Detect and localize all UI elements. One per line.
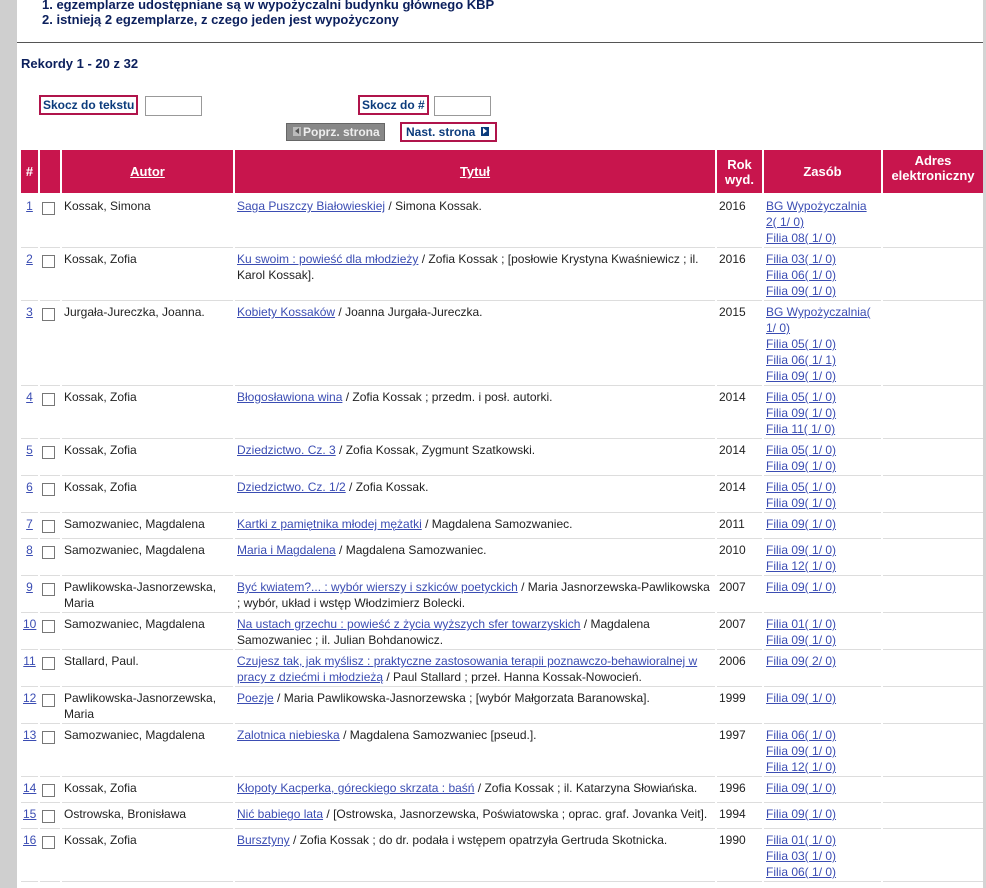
title-cell <box>235 687 715 724</box>
select-checkbox[interactable] <box>42 483 55 496</box>
col-num: # <box>21 150 38 195</box>
holding-link[interactable]: Filia 09( 1/ 0) <box>766 633 837 647</box>
address-cell <box>883 301 983 386</box>
select-cell <box>40 650 60 687</box>
record-number-link[interactable]: 7 <box>26 517 33 531</box>
title-statement: / Magdalena Samozwaniec. <box>421 517 573 531</box>
holdings-cell <box>764 439 881 476</box>
title-link[interactable]: Maria i Magdalena <box>237 543 336 557</box>
record-number-cell <box>21 613 38 650</box>
holding-link[interactable]: BG Wypożyczalnia( 1/ 0) <box>766 305 871 335</box>
jump-to-text-button[interactable]: Skocz do tekstu <box>39 95 138 115</box>
holdings-cell <box>764 650 881 687</box>
table-row <box>21 829 983 882</box>
holding-link[interactable]: Filia 09( 1/ 0) <box>766 406 837 420</box>
holding-link[interactable]: Filia 09( 1/ 0) <box>766 807 837 821</box>
author-cell: Jurgała-Jureczka, Joanna. <box>62 301 233 386</box>
title-statement: / Zofia Kossak. <box>345 480 429 494</box>
author-cell: Samozwaniec, Magdalena <box>62 724 233 777</box>
holding-link[interactable]: Filia 09( 1/ 0) <box>766 369 837 383</box>
col-holdings: Zasób <box>764 150 881 195</box>
table-row <box>21 301 983 386</box>
address-cell <box>883 576 983 613</box>
year-cell: 2010 <box>717 539 762 576</box>
note-line: 2. istnieją 2 egzemplarze, z czego jeden jest wypożyczony <box>42 12 399 27</box>
year-cell: 2016 <box>717 195 762 248</box>
record-number-cell <box>21 439 38 476</box>
address-cell <box>883 777 983 803</box>
address-cell <box>883 476 983 513</box>
table-row <box>21 650 983 687</box>
address-cell <box>883 513 983 539</box>
holdings-cell <box>764 724 881 777</box>
address-cell <box>883 248 983 301</box>
holdings-notes <box>42 0 494 27</box>
record-number-cell <box>21 476 38 513</box>
address-cell <box>883 439 983 476</box>
select-cell <box>40 439 60 476</box>
title-link[interactable]: Kłopoty Kacperka, góreckiego skrzata : baśń <box>237 781 475 795</box>
holdings-cell <box>764 248 881 301</box>
sort-by-author-link[interactable]: Autor <box>130 164 165 179</box>
year-cell: 1997 <box>717 724 762 777</box>
title-cell <box>235 724 715 777</box>
year-cell: 2014 <box>717 386 762 439</box>
holdings-cell <box>764 386 881 439</box>
holding-link[interactable]: Filia 09( 1/ 0) <box>766 543 837 557</box>
address-cell <box>883 803 983 829</box>
title-link[interactable]: Ku swoim : powieść dla młodzieży <box>237 252 419 266</box>
select-checkbox[interactable] <box>42 810 55 823</box>
holding-link[interactable]: Filia 03( 1/ 0) <box>766 849 837 863</box>
jump-to-number-input[interactable] <box>434 96 491 116</box>
select-checkbox[interactable] <box>42 731 55 744</box>
select-cell <box>40 301 60 386</box>
record-number-cell <box>21 386 38 439</box>
record-number-link[interactable]: 3 <box>26 305 33 319</box>
address-cell <box>883 539 983 576</box>
record-number-cell <box>21 829 38 882</box>
author-cell: Pawlikowska-Jasnorzewska, Maria <box>62 687 233 724</box>
holdings-cell <box>764 777 881 803</box>
arrow-right-icon <box>481 127 489 136</box>
title-statement: / Zofia Kossak ; przedm. i posł. autorki. <box>342 390 553 404</box>
title-cell <box>235 476 715 513</box>
holding-link[interactable]: Filia 09( 1/ 0) <box>766 744 837 758</box>
title-statement: / Zofia Kossak ; do dr. podała i wstępem opatrzyła Gertruda Skotnicka. <box>289 833 668 847</box>
table-row <box>21 513 983 539</box>
select-checkbox[interactable] <box>42 202 55 215</box>
select-cell <box>40 687 60 724</box>
address-cell <box>883 386 983 439</box>
title-cell <box>235 650 715 687</box>
record-number-link[interactable]: 6 <box>26 480 33 494</box>
author-cell: Kossak, Zofia <box>62 439 233 476</box>
records-count: Rekordy 1 - 20 z 32 <box>21 56 139 71</box>
title-cell <box>235 613 715 650</box>
holding-link[interactable]: Filia 06( 1/ 0) <box>766 268 837 282</box>
holding-link[interactable]: Filia 05( 1/ 0) <box>766 443 837 457</box>
holding-link[interactable]: Filia 06( 1/ 0) <box>766 728 837 742</box>
select-checkbox[interactable] <box>42 583 55 596</box>
prev-page-button[interactable]: Poprz. strona <box>286 123 385 141</box>
address-cell <box>883 829 983 882</box>
record-number-link[interactable]: 1 <box>26 199 33 213</box>
title-cell <box>235 803 715 829</box>
year-cell: 2015 <box>717 301 762 386</box>
results-table <box>19 150 985 882</box>
select-cell <box>40 195 60 248</box>
table-row <box>21 576 983 613</box>
title-link[interactable]: Czujesz tak, jak myślisz : praktyczne zastosowania terapii poznawczo-behawioralnej w pracy z dziećmi i młodzieżą <box>237 654 698 684</box>
arrow-left-icon <box>293 127 301 136</box>
record-number-cell <box>21 195 38 248</box>
holding-link[interactable]: Filia 11( 1/ 0) <box>766 422 836 436</box>
title-link[interactable]: Na ustach grzechu : powieść z życia wyższych sfer towarzyskich <box>237 617 581 631</box>
col-author[interactable] <box>62 150 233 195</box>
address-cell <box>883 724 983 777</box>
jump-to-text-input[interactable] <box>145 96 202 116</box>
table-row <box>21 476 983 513</box>
holdings-cell <box>764 576 881 613</box>
title-link[interactable]: Kobiety Kossaków <box>237 305 336 319</box>
holdings-cell <box>764 539 881 576</box>
year-cell: 2007 <box>717 576 762 613</box>
author-cell: Ostrowska, Bronisława <box>62 803 233 829</box>
holding-link[interactable]: Filia 09( 1/ 0) <box>766 781 837 795</box>
note-line: 1. egzemplarze udostępniane są w wypożyczalni budynku głównego KBP <box>42 0 495 12</box>
holding-link[interactable]: Filia 12( 1/ 0) <box>766 760 837 774</box>
holding-link[interactable]: Filia 09( 2/ 0) <box>766 654 837 668</box>
title-cell <box>235 777 715 803</box>
record-number-link[interactable]: 10 <box>23 617 37 631</box>
title-cell <box>235 386 715 439</box>
holdings-cell <box>764 803 881 829</box>
holding-link[interactable]: Filia 08( 1/ 0) <box>766 231 837 245</box>
select-cell <box>40 513 60 539</box>
col-checkbox <box>40 150 60 195</box>
author-cell: Kossak, Zofia <box>62 829 233 882</box>
title-link[interactable]: Zalotnica niebieska <box>237 728 340 742</box>
select-checkbox[interactable] <box>42 694 55 707</box>
record-number-cell <box>21 803 38 829</box>
title-cell <box>235 513 715 539</box>
select-cell <box>40 803 60 829</box>
record-number-link[interactable]: 5 <box>26 443 33 457</box>
title-statement: / Magdalena Samozwaniec [pseud.]. <box>339 728 537 742</box>
title-statement: / Joanna Jurgała-Jureczka. <box>335 305 483 319</box>
title-cell <box>235 248 715 301</box>
title-statement: / Maria Jasnorzewska-Pawlikowska ; wybór, układ i wstęp Włodzimierz Bolecki. <box>237 580 710 610</box>
record-number-link[interactable]: 4 <box>26 390 33 404</box>
col-year: Rok wyd. <box>717 150 762 195</box>
select-checkbox[interactable] <box>42 308 55 321</box>
record-number-link[interactable]: 14 <box>23 781 37 795</box>
select-checkbox[interactable] <box>42 784 55 797</box>
record-number-cell <box>21 248 38 301</box>
holdings-cell <box>764 829 881 882</box>
record-number-cell <box>21 777 38 803</box>
holding-link[interactable]: Filia 09( 1/ 0) <box>766 459 837 473</box>
title-statement: / Zofia Kossak ; [posłowie Krystyna Kwaśniewicz ; il. Karol Kossak]. <box>237 252 699 282</box>
table-row <box>21 539 983 576</box>
jump-to-number-button[interactable]: Skocz do # <box>358 95 429 115</box>
catalog-page <box>17 0 983 888</box>
title-link[interactable]: Kartki z pamiętnika młodej mężatki <box>237 517 422 531</box>
author-cell: Samozwaniec, Magdalena <box>62 513 233 539</box>
author-cell: Stallard, Paul. <box>62 650 233 687</box>
holding-link[interactable]: Filia 09( 1/ 0) <box>766 580 837 594</box>
title-statement: / Paul Stallard ; przeł. Hanna Kossak-Nowocień. <box>383 670 642 684</box>
col-title[interactable] <box>235 150 715 195</box>
col-address: Adres elektroniczny <box>883 150 983 195</box>
title-cell <box>235 539 715 576</box>
select-checkbox[interactable] <box>42 836 55 849</box>
holding-link[interactable]: Filia 09( 1/ 0) <box>766 691 837 705</box>
table-row <box>21 687 983 724</box>
holding-link[interactable]: Filia 01( 1/ 0) <box>766 617 837 631</box>
record-number-link[interactable]: 11 <box>23 654 36 668</box>
record-number-cell <box>21 650 38 687</box>
select-checkbox[interactable] <box>42 255 55 268</box>
select-cell <box>40 613 60 650</box>
year-cell: 1994 <box>717 803 762 829</box>
title-link[interactable]: Bursztyny <box>237 833 290 847</box>
record-number-cell <box>21 539 38 576</box>
author-cell: Kossak, Simona <box>62 195 233 248</box>
holdings-cell <box>764 513 881 539</box>
title-statement: / Zofia Kossak, Zygmunt Szatkowski. <box>335 443 536 457</box>
author-cell: Samozwaniec, Magdalena <box>62 613 233 650</box>
record-number-link[interactable]: 12 <box>23 691 37 705</box>
holdings-cell <box>764 613 881 650</box>
title-link[interactable]: Być kwiatem?... : wybór wierszy i szkiców poetyckich <box>237 580 518 594</box>
record-number-link[interactable]: 13 <box>23 728 37 742</box>
title-link[interactable]: Dziedzictwo. Cz. 3 <box>237 443 336 457</box>
select-cell <box>40 777 60 803</box>
holding-link[interactable]: Filia 09( 1/ 0) <box>766 496 837 510</box>
table-row <box>21 386 983 439</box>
record-number-cell <box>21 513 38 539</box>
holdings-cell <box>764 195 881 248</box>
select-cell <box>40 539 60 576</box>
author-cell: Kossak, Zofia <box>62 386 233 439</box>
author-cell: Kossak, Zofia <box>62 248 233 301</box>
title-statement: / Magdalena Samozwaniec ; il. Julian Bohdanowicz. <box>237 617 650 647</box>
title-link[interactable]: Dziedzictwo. Cz. 1/2 <box>237 480 346 494</box>
holding-link[interactable]: Filia 06( 1/ 0) <box>766 865 837 879</box>
record-number-cell <box>21 301 38 386</box>
author-cell: Pawlikowska-Jasnorzewska, Maria <box>62 576 233 613</box>
year-cell: 2011 <box>717 513 762 539</box>
year-cell: 2006 <box>717 650 762 687</box>
select-cell <box>40 576 60 613</box>
table-header <box>21 150 983 195</box>
record-number-link[interactable]: 9 <box>26 580 33 594</box>
table-row <box>21 248 983 301</box>
record-number-link[interactable]: 2 <box>26 252 33 266</box>
title-cell <box>235 195 715 248</box>
table-row <box>21 195 983 248</box>
select-cell <box>40 829 60 882</box>
address-cell <box>883 687 983 724</box>
title-statement: / Magdalena Samozwaniec. <box>335 543 487 557</box>
holding-link[interactable]: Filia 12( 1/ 0) <box>766 559 837 573</box>
record-number-link[interactable]: 15 <box>23 807 37 821</box>
author-cell: Kossak, Zofia <box>62 476 233 513</box>
select-checkbox[interactable] <box>42 620 55 633</box>
year-cell: 1990 <box>717 829 762 882</box>
year-cell: 1996 <box>717 777 762 803</box>
table-row <box>21 777 983 803</box>
author-cell: Kossak, Zofia <box>62 777 233 803</box>
holding-link[interactable]: Filia 06( 1/ 1) <box>766 353 837 367</box>
title-link[interactable]: Błogosławiona wina <box>237 390 343 404</box>
select-checkbox[interactable] <box>42 520 55 533</box>
select-cell <box>40 724 60 777</box>
holding-link[interactable]: Filia 01( 1/ 0) <box>766 833 837 847</box>
record-number-cell <box>21 724 38 777</box>
divider <box>17 42 983 43</box>
select-checkbox[interactable] <box>42 657 55 670</box>
record-number-link[interactable]: 8 <box>26 543 33 557</box>
title-statement: / Simona Kossak. <box>385 199 482 213</box>
holding-link[interactable]: BG Wypożyczalnia 2( 1/ 0) <box>766 199 867 229</box>
select-cell <box>40 248 60 301</box>
title-link[interactable]: Nić babiego lata <box>237 807 324 821</box>
holding-link[interactable]: Filia 09( 1/ 0) <box>766 517 837 531</box>
select-cell <box>40 476 60 513</box>
year-cell: 2014 <box>717 476 762 513</box>
address-cell <box>883 650 983 687</box>
title-link[interactable]: Poezje <box>237 691 274 705</box>
year-cell: 2007 <box>717 613 762 650</box>
title-cell <box>235 439 715 476</box>
address-cell <box>883 613 983 650</box>
table-row <box>21 724 983 777</box>
holdings-cell <box>764 301 881 386</box>
table-row <box>21 439 983 476</box>
left-margin <box>0 0 17 888</box>
record-number-cell <box>21 687 38 724</box>
title-cell <box>235 576 715 613</box>
sort-by-title-link[interactable]: Tytuł <box>459 164 491 179</box>
table-row <box>21 803 983 829</box>
record-number-cell <box>21 576 38 613</box>
holding-link[interactable]: Filia 09( 1/ 0) <box>766 284 837 298</box>
next-page-button[interactable]: Nast. strona <box>400 122 497 142</box>
title-statement: / Zofia Kossak ; il. Katarzyna Słowiańska. <box>474 781 698 795</box>
holding-link[interactable]: Filia 03( 1/ 0) <box>766 252 837 266</box>
year-cell: 2014 <box>717 439 762 476</box>
title-cell <box>235 829 715 882</box>
holding-link[interactable]: Filia 05( 1/ 0) <box>766 390 837 404</box>
year-cell: 1999 <box>717 687 762 724</box>
holding-link[interactable]: Filia 05( 1/ 0) <box>766 480 837 494</box>
holding-link[interactable]: Filia 05( 1/ 0) <box>766 337 837 351</box>
address-cell <box>883 195 983 248</box>
select-checkbox[interactable] <box>42 446 55 459</box>
title-cell <box>235 301 715 386</box>
record-number-link[interactable]: 16 <box>23 833 37 847</box>
title-statement: / [Ostrowska, Jasnorzewska, Poświatowska ; oprac. graf. Jovanka Veit]. <box>323 807 708 821</box>
author-cell: Samozwaniec, Magdalena <box>62 539 233 576</box>
table-row <box>21 613 983 650</box>
select-checkbox[interactable] <box>42 393 55 406</box>
year-cell: 2016 <box>717 248 762 301</box>
holdings-cell <box>764 476 881 513</box>
title-link[interactable]: Saga Puszczy Białowieskiej <box>237 199 386 213</box>
select-cell <box>40 386 60 439</box>
holdings-cell <box>764 687 881 724</box>
title-statement: / Maria Pawlikowska-Jasnorzewska ; [wybór Małgorzata Baranowska]. <box>273 691 650 705</box>
select-checkbox[interactable] <box>42 546 55 559</box>
